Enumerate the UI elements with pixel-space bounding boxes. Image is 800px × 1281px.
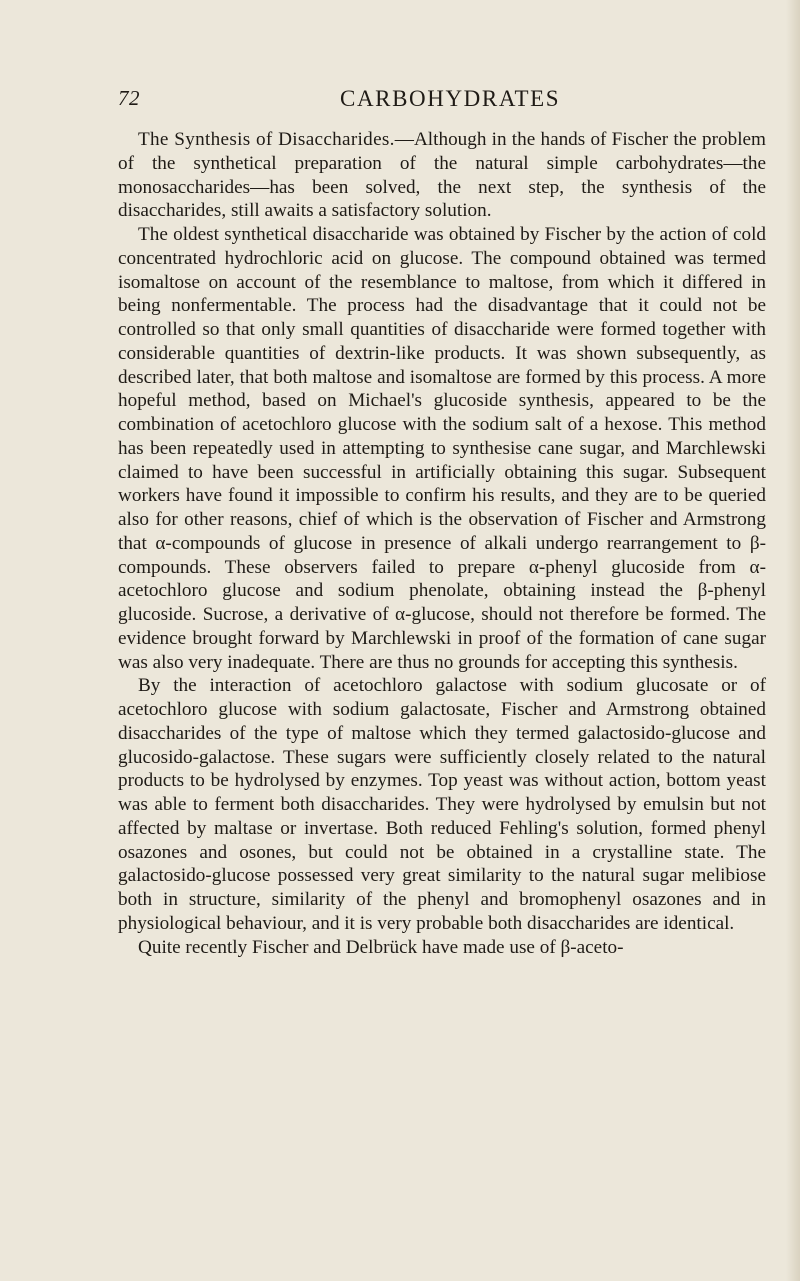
body-text: [118, 128, 766, 959]
section-title: The Synthesis of Disaccharides.: [138, 129, 395, 150]
paragraph-1: [118, 128, 766, 223]
running-head: CARBOHYDRATES: [340, 86, 561, 111]
paragraph-3: By the interaction of acetochloro galactose with sodium glucosate or of acetochloro glucose with sodium galactosate, Fischer and Armstrong obtained disaccharides of the type of maltose which they termed galactosido-glucose and glucosido-galactose. These sugars were sufficiently closely related to the natural products to be hydrolysed by enzymes. Top yeast was without action, bottom yeast was able to ferment both disaccharides. They were hydrolysed by emulsin but not affected by maltase or invertase. Both reduced Fehling's solution, formed phenyl osazones and osones, but could not be obtained in a crystalline state. The galactosido-glucose possessed very great similarity to the natural sugar melibiose both in structure, similarity of the phenyl and bromophenyl osazones and in physiological behaviour, and it is very probable both disaccharides are identical.: [118, 675, 766, 934]
page-number: 72: [118, 86, 140, 110]
paragraph-1-text: —Although in the hands of Fischer the problem of the synthetical preparation of the natural simple carbohydrates—the monosaccharides—has been solved, the next step, the synthesis of the disaccharides, still awaits a satisfactory solution.: [118, 129, 766, 222]
paragraph-2: The oldest synthetical disaccharide was obtained by Fischer by the action of cold concentrated hydrochloric acid on glucose. The compound obtained was termed isomaltose on account of the resemblance to maltose, from which it differed in being nonfermentable. The process had the disadvantage that it could not be controlled so that only small quantities of disaccharide were formed together with considerable quantities of dextrin-like products. It was shown subsequently, as described later, that both maltose and isomaltose are formed by this process. A more hopeful method, based on Michael's glucoside synthesis, appeared to be the combination of acetochloro glucose with the sodium salt of a hexose. This method has been repeatedly used in attempting to synthesise cane sugar, and Marchlewski claimed to have been successful in artificially obtaining this sugar. Subsequent workers have found it impossible to confirm his results, and they are to be queried also for other reasons, chief of which is the observation of Fischer and Armstrong that α-compounds of glucose in presence of alkali undergo rearrangement to β-compounds. These observers failed to prepare α-phenyl glucoside from α-acetochloro glucose and sodium phenolate, obtaining instead the β-phenyl glucoside. Sucrose, a derivative of α-glucose, should not therefore be formed. The evidence brought forward by Marchlewski in proof of the formation of cane sugar was also very inadequate. There are thus no grounds for accepting this synthesis.: [118, 224, 766, 673]
page-edge-shadow: [786, 0, 800, 1281]
paragraph-4: Quite recently Fischer and Delbrück have made use of β-aceto-: [138, 936, 624, 958]
page-header: [118, 86, 758, 120]
